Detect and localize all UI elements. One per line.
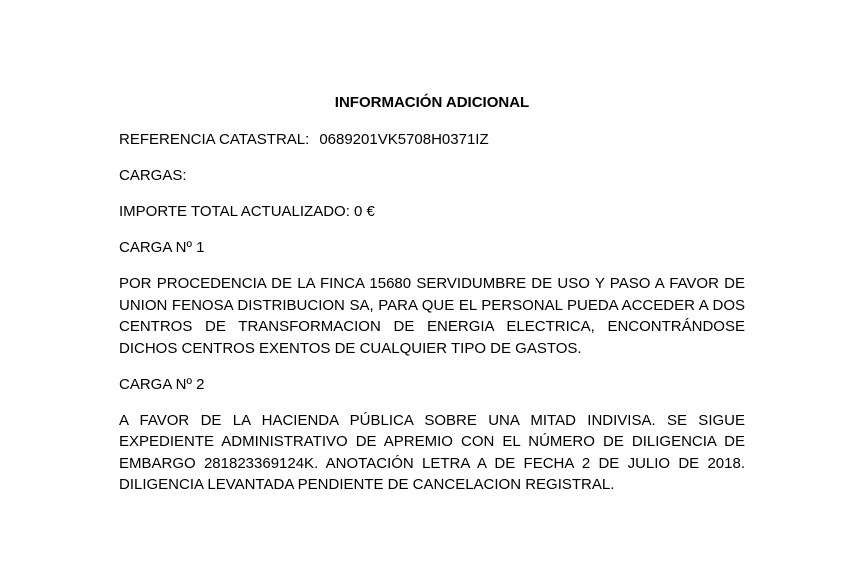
document-title: INFORMACIÓN ADICIONAL [334, 94, 530, 111]
carga-2-text: A FAVOR DE LA HACIENDA PÚBLICA SOBRE UNA MITAD INDIVISA. SE SIGUE EXPEDIENTE ADMINISTRATIVO DE APREMIO CON EL NÚMERO DE DILIGENCIA DE EMBARGO 281823369124K. ANOTACIÓN LETRA A DE FECHA 2 DE JULIO DE 2018. DILIGENCIA LEVANTADA PENDIENTE DE CANCELACION REGISTRAL. [119, 411, 745, 493]
importe-total: IMPORTE TOTAL ACTUALIZADO: 0 € [119, 203, 375, 220]
carga-2-title: CARGA Nº 2 [119, 375, 205, 393]
referencia-catastral-line [119, 129, 745, 151]
carga-1-title: CARGA Nº 1 [119, 239, 205, 256]
cargas-label: CARGAS: [119, 167, 187, 184]
referencia-catastral-value: 0689201VK5708H0371IZ [319, 131, 489, 148]
document-page [119, 93, 745, 510]
carga-1-text: POR PROCEDENCIA DE LA FINCA 15680 SERVIDUMBRE DE USO Y PASO A FAVOR DE UNION FENOSA DISTRIBUCION SA, PARA QUE EL PERSONAL PUEDA ACCEDER A DOS CENTROS DE TRANSFORMACION DE ENERGIA ELECTRICA, ENCONTRÁNDOSE DICHOS CENTROS EXENTOS DE CUALQUIER TIPO DE GASTOS. [119, 275, 745, 357]
referencia-catastral-label: REFERENCIA CATASTRAL: [119, 131, 310, 148]
